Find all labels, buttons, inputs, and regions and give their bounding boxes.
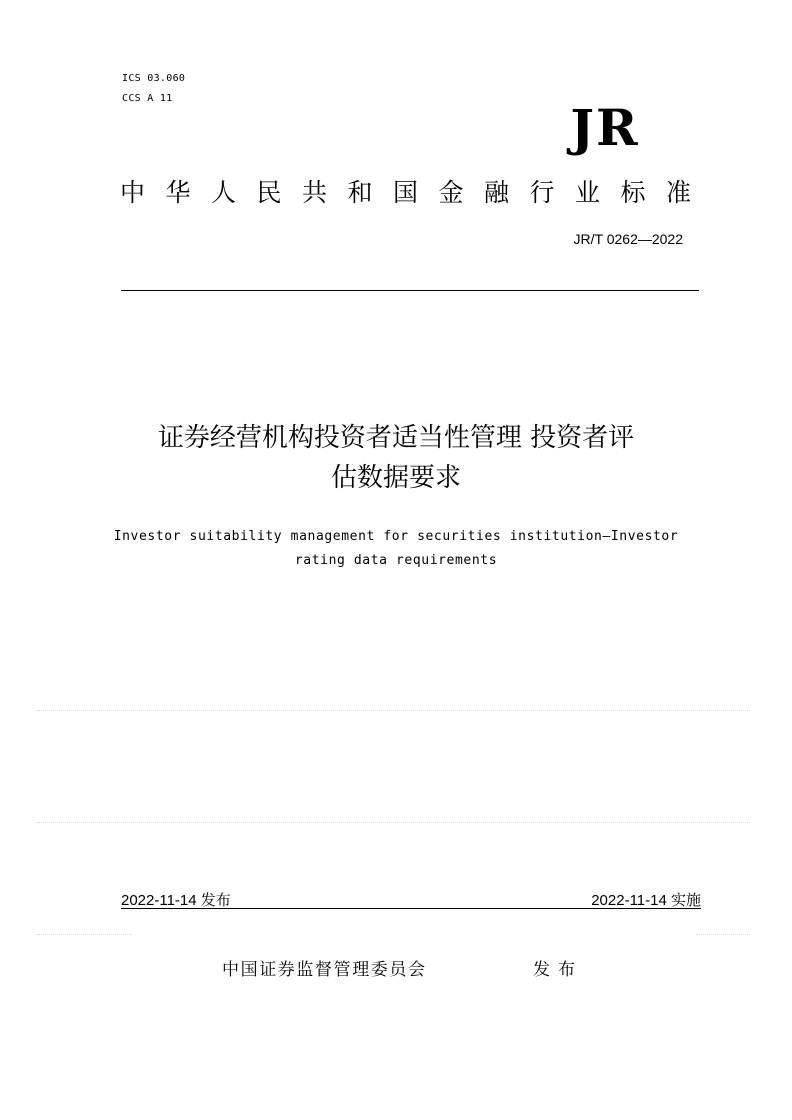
dotted-divider	[696, 934, 750, 935]
title-english	[50, 525, 742, 573]
issuer: 中国证券监督管理委员会	[222, 960, 427, 980]
jr-logo: JR	[570, 98, 640, 157]
top-rule	[121, 290, 699, 291]
title-chinese	[60, 418, 732, 498]
ccs-code: CCS A 11	[122, 93, 173, 104]
title-english-line-2: rating data requirements	[294, 553, 498, 568]
ics-code: ICS 03.060	[122, 73, 186, 84]
dotted-divider	[36, 822, 750, 823]
bottom-rule	[121, 908, 701, 909]
standard-number: JR/T 0262—2022	[573, 231, 683, 247]
implementation-date: 2022-11-14 实施	[591, 892, 701, 909]
dotted-divider	[36, 710, 750, 711]
title-chinese-line-1: 证券经营机构投资者适当性管理 投资者评	[157, 423, 635, 453]
publish-label: 发布	[533, 960, 583, 980]
title-english-line-1: Investor suitability management for securities institution—Investor	[113, 529, 679, 544]
issue-date: 2022-11-14 发布	[121, 892, 231, 909]
dotted-divider	[36, 934, 132, 935]
title-chinese-line-2: 估数据要求	[330, 463, 461, 493]
industry-standard-heading: 中华人民共和国金融行业标准	[120, 178, 712, 207]
